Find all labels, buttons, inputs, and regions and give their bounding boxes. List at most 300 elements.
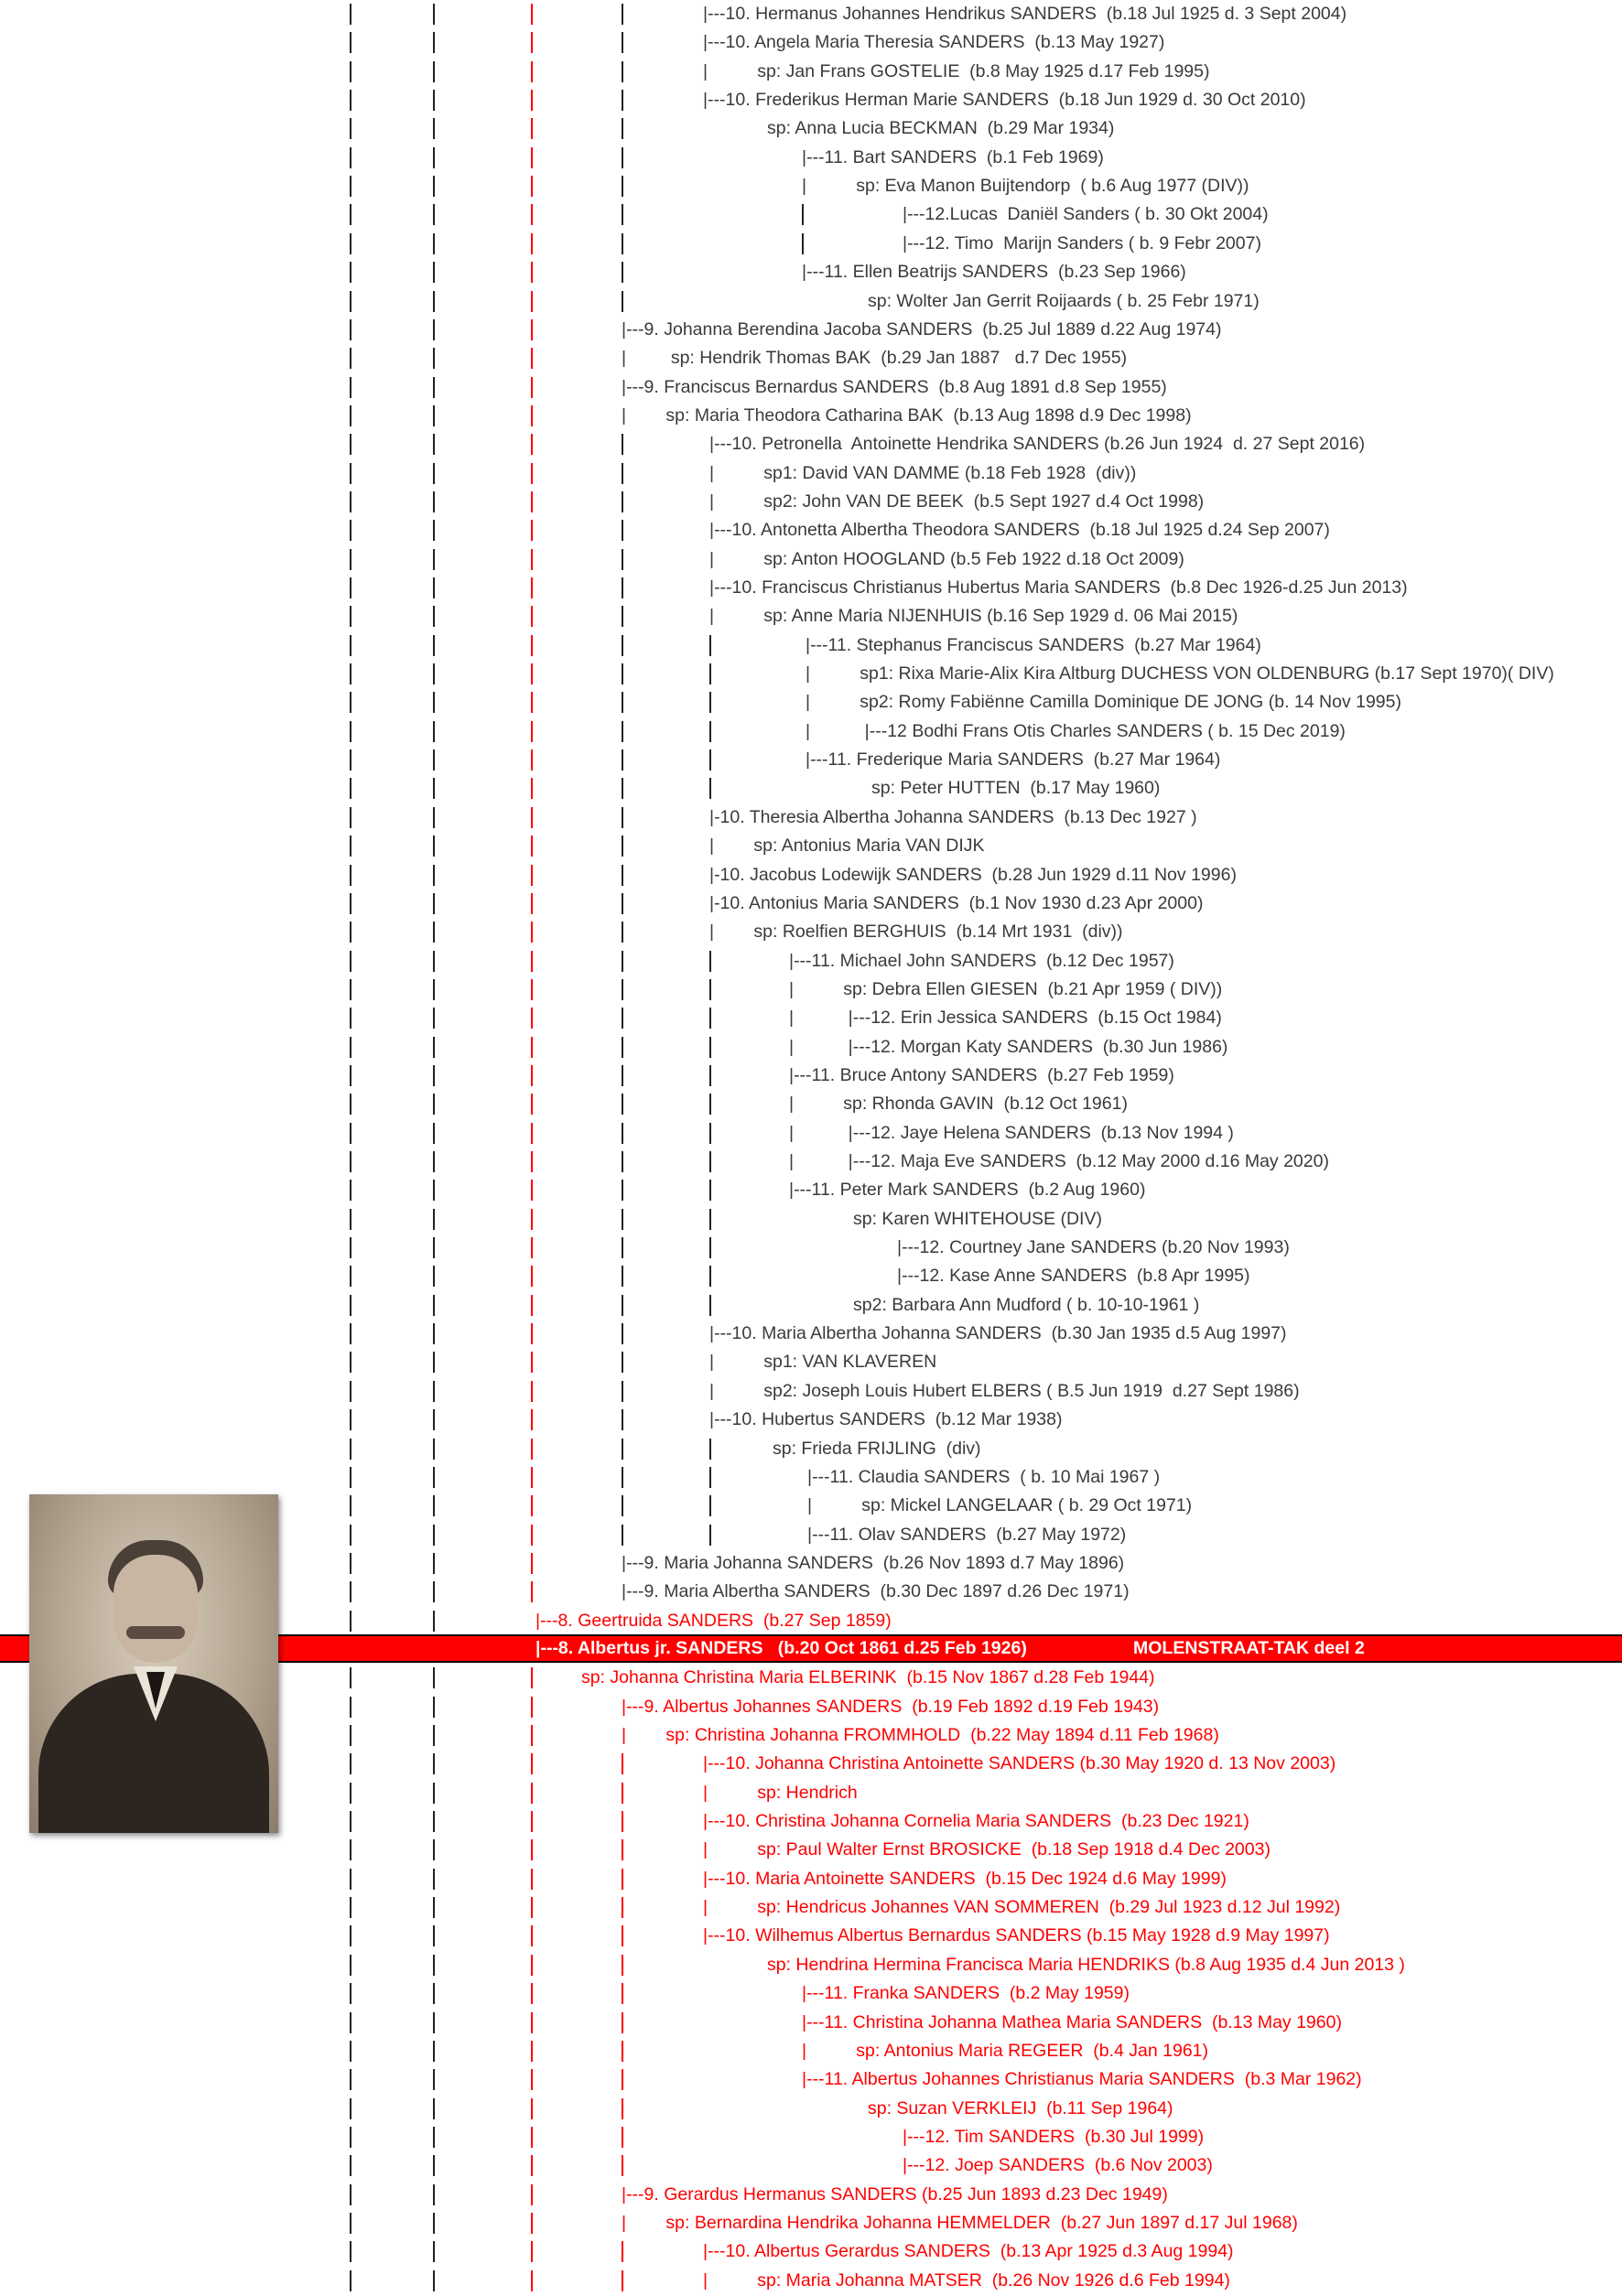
tree-connector-bar (433, 1553, 435, 1574)
tree-connector-bar (433, 1611, 435, 1632)
tree-connector-bar (531, 32, 533, 53)
tree-connector-bar (622, 2098, 623, 2119)
tree-connector-bar (350, 32, 351, 53)
tree-connector-bar (531, 1295, 533, 1316)
tree-connector-bar (622, 1352, 623, 1373)
tree-connector-bar (433, 979, 435, 1000)
tree-connector-bar (433, 1237, 435, 1258)
tree-connector-bar (350, 204, 351, 225)
tree-connector-bar (433, 4, 435, 25)
tree-connector-bar (350, 1467, 351, 1488)
tree-connector-bar (802, 233, 804, 254)
tree-entry: sp: Frieda FRIJLING (div) (773, 1438, 981, 1459)
tree-connector-bar (531, 1495, 533, 1516)
highlighted-person: |---8. Albertus jr. SANDERS (b.20 Oct 1861 d.25 Feb 1926) (535, 1638, 1027, 1658)
tree-connector-bar (531, 176, 533, 197)
tree-entry: | sp: Jan Frans GOSTELIE (b.8 May 1925 d.17 Feb 1995) (703, 60, 1210, 81)
tree-connector-bar (622, 1151, 623, 1172)
tree-connector-bar (350, 1811, 351, 1832)
tree-connector-bar (433, 491, 435, 512)
tree-entry: | sp: Maria Theodora Catharina BAK (b.13 Aug 1898 d.9 Dec 1998) (622, 404, 1192, 426)
tree-connector-bar (433, 2041, 435, 2062)
tree-connector-bar (350, 61, 351, 82)
tree-entry: |---9. Gerardus Hermanus SANDERS (b.25 Jun 1893 d.23 Dec 1949) (622, 2183, 1168, 2204)
tree-connector-bar (433, 1925, 435, 1946)
tree-connector-bar (531, 2098, 533, 2119)
tree-connector-bar (433, 319, 435, 340)
tree-connector-bar (531, 865, 533, 886)
tree-connector-bar (531, 1955, 533, 1976)
tree-connector-bar (531, 1925, 533, 1946)
branch-label: MOLENSTRAAT-TAK deel 2 (1133, 1638, 1365, 1658)
tree-entry: |---12. Tim SANDERS (b.30 Jul 1999) (903, 2126, 1205, 2147)
tree-connector-bar (709, 1151, 711, 1172)
tree-connector-bar (622, 1525, 623, 1546)
tree-connector-bar (433, 1151, 435, 1172)
tree-connector-bar (622, 2012, 623, 2033)
tree-connector-bar (531, 749, 533, 771)
tree-connector-bar (350, 1409, 351, 1430)
tree-connector-bar (622, 663, 623, 684)
tree-connector-bar (622, 434, 623, 455)
tree-connector-bar (433, 1811, 435, 1832)
tree-connector-bar (531, 1237, 533, 1258)
tree-connector-bar (531, 1409, 533, 1430)
tree-entry: |---12. Courtney Jane SANDERS (b.20 Nov 1993) (897, 1237, 1290, 1258)
tree-connector-bar (350, 2241, 351, 2262)
tree-connector-bar (433, 1955, 435, 1976)
tree-connector-bar (433, 1381, 435, 1402)
tree-connector-bar (350, 778, 351, 799)
tree-connector-bar (433, 1123, 435, 1144)
tree-connector-bar (622, 1295, 623, 1316)
tree-connector-bar (531, 1381, 533, 1402)
tree-connector-bar (350, 2127, 351, 2148)
tree-connector-bar (531, 1065, 533, 1086)
tree-connector-bar (350, 1869, 351, 1890)
tree-connector-bar (622, 147, 623, 168)
tree-entry: | sp: Bernardina Hendrika Johanna HEMMELDER (b.27 Jun 1897 d.17 Jul 1968) (622, 2212, 1298, 2233)
tree-entry: | sp: Hendricus Johannes VAN SOMMEREN (b.29 Jul 1923 d.12 Jul 1992) (703, 1897, 1341, 1918)
tree-connector-bar (531, 577, 533, 598)
tree-connector-bar (350, 606, 351, 627)
tree-connector-bar (622, 1008, 623, 1029)
tree-connector-bar (350, 1008, 351, 1029)
tree-connector-bar (433, 2012, 435, 2033)
tree-entry: | sp: Rhonda GAVIN (b.12 Oct 1961) (789, 1094, 1128, 1115)
tree-connector-bar (350, 865, 351, 886)
tree-connector-bar (350, 1439, 351, 1460)
photo-moustache (126, 1626, 185, 1639)
tree-connector-bar (433, 1667, 435, 1688)
tree-entry: |---9. Johanna Berendina Jacoba SANDERS (b.25 Jul 1889 d.22 Aug 1974) (622, 318, 1222, 340)
tree-connector-bar (709, 1237, 711, 1258)
tree-connector-bar (350, 1525, 351, 1546)
tree-connector-bar (622, 1180, 623, 1201)
tree-connector-bar (433, 1897, 435, 1918)
tree-connector-bar (622, 778, 623, 799)
tree-connector-bar (350, 262, 351, 283)
tree-connector-bar (622, 749, 623, 771)
tree-entry: |-10. Antonius Maria SANDERS (b.1 Nov 1930 d.23 Apr 2000) (709, 892, 1204, 913)
tree-connector-bar (433, 2270, 435, 2291)
tree-connector-bar (531, 2184, 533, 2205)
tree-connector-bar (622, 1065, 623, 1086)
tree-connector-bar (433, 2069, 435, 2090)
tree-entry: |---11. Ellen Beatrijs SANDERS (b.23 Sep 1966) (802, 262, 1186, 283)
tree-connector-bar (709, 1094, 711, 1115)
tree-connector-bar (433, 61, 435, 82)
tree-connector-bar (350, 1783, 351, 1804)
tree-connector-bar (531, 2213, 533, 2234)
tree-connector-bar (350, 2213, 351, 2234)
tree-connector-bar (709, 1209, 711, 1230)
tree-connector-bar (531, 1697, 533, 1718)
tree-connector-bar (350, 4, 351, 25)
tree-connector-bar (622, 520, 623, 541)
tree-connector-bar (350, 1065, 351, 1086)
tree-connector-bar (350, 1753, 351, 1774)
tree-connector-bar (350, 1667, 351, 1688)
tree-entry: | |---12. Erin Jessica SANDERS (b.15 Oct 1984) (789, 1008, 1222, 1029)
tree-connector-bar (622, 692, 623, 713)
tree-connector-bar (531, 951, 533, 972)
tree-connector-bar (433, 1753, 435, 1774)
tree-connector-bar (709, 979, 711, 1000)
tree-connector-bar (350, 1581, 351, 1602)
tree-connector-bar (350, 291, 351, 312)
tree-connector-bar (350, 835, 351, 857)
tree-connector-bar (350, 434, 351, 455)
tree-connector-bar (622, 291, 623, 312)
tree-connector-bar (709, 1439, 711, 1460)
tree-connector-bar (350, 1123, 351, 1144)
tree-entry: | sp: Debra Ellen GIESEN (b.21 Apr 1959 ( DIV)) (789, 978, 1223, 999)
tree-entry: |---12. Kase Anne SANDERS (b.8 Apr 1995) (897, 1266, 1250, 1287)
tree-connector-bar (622, 262, 623, 283)
tree-connector-bar (350, 1495, 351, 1516)
tree-entry: |---12. Timo Marijn Sanders ( b. 9 Febr 2007) (903, 232, 1261, 253)
tree-entry: | sp1: Rixa Marie-Alix Kira Altburg DUCHESS VON OLDENBURG (b.17 Sept 1970)( DIV) (806, 663, 1554, 684)
tree-connector-bar (622, 4, 623, 25)
tree-entry: |---10. Christina Johanna Cornelia Maria SANDERS (b.23 Dec 1921) (703, 1811, 1249, 1832)
tree-connector-bar (622, 1839, 623, 1860)
tree-entry: | |---12 Bodhi Frans Otis Charles SANDERS ( b. 15 Dec 2019) (806, 720, 1346, 741)
tree-connector-bar (350, 1983, 351, 2004)
tree-connector-bar (622, 721, 623, 742)
tree-connector-bar (433, 147, 435, 168)
tree-entry: | |---12. Jaye Helena SANDERS (b.13 Nov 1994 ) (789, 1122, 1234, 1143)
tree-connector-bar (531, 1897, 533, 1918)
tree-connector-bar (709, 1295, 711, 1316)
tree-connector-bar (622, 922, 623, 943)
tree-connector-bar (709, 1495, 711, 1516)
tree-entry: | sp2: Joseph Louis Hubert ELBERS ( B.5 Jun 1919 d.27 Sept 1986) (709, 1380, 1300, 1401)
tree-entry: |---10. Hubertus SANDERS (b.12 Mar 1938) (709, 1409, 1063, 1430)
tree-connector-bar (433, 1697, 435, 1718)
tree-connector-bar (531, 434, 533, 455)
tree-entry: |---10. Wilhemus Albertus Bernardus SANDERS (b.15 May 1928 d.9 May 1997) (703, 1925, 1330, 1946)
tree-connector-bar (531, 1266, 533, 1287)
tree-connector-bar (531, 1667, 533, 1688)
tree-connector-bar (531, 778, 533, 799)
tree-connector-bar (622, 1897, 623, 1918)
tree-connector-bar (531, 405, 533, 426)
tree-connector-bar (531, 1008, 533, 1029)
tree-entry: |---12. Joep SANDERS (b.6 Nov 2003) (903, 2155, 1213, 2176)
tree-entry: | sp: Antonius Maria REGEER (b.4 Jan 1961) (802, 2040, 1209, 2061)
tree-entry: | sp2: John VAN DE BEEK (b.5 Sept 1927 d.4 Oct 1998) (709, 490, 1205, 512)
tree-connector-bar (709, 1123, 711, 1144)
tree-connector-bar (350, 348, 351, 369)
tree-entry: |---10. Angela Maria Theresia SANDERS (b.13 May 1927) (703, 32, 1165, 53)
tree-connector-bar (350, 1839, 351, 1860)
tree-entry: |---8. Geertruida SANDERS (b.27 Sep 1859) (535, 1610, 892, 1631)
tree-entry: sp: Anna Lucia BECKMAN (b.29 Mar 1934) (767, 118, 1115, 139)
tree-connector-bar (622, 1209, 623, 1230)
tree-connector-bar (531, 2012, 533, 2033)
tree-connector-bar (433, 1352, 435, 1373)
tree-connector-bar (531, 549, 533, 570)
tree-connector-bar (622, 61, 623, 82)
tree-connector-bar (433, 1295, 435, 1316)
tree-connector-bar (433, 2213, 435, 2234)
tree-connector-bar (433, 893, 435, 914)
tree-connector-bar (622, 2155, 623, 2176)
tree-entry: |---10. Hermanus Johannes Hendrikus SANDERS (b.18 Jul 1925 d. 3 Sept 2004) (703, 4, 1347, 24)
tree-connector-bar (709, 663, 711, 684)
tree-entry: |---11. Bruce Antony SANDERS (b.27 Feb 1959) (789, 1064, 1174, 1085)
tree-connector-bar (350, 1697, 351, 1718)
tree-connector-bar (622, 1467, 623, 1488)
tree-connector-bar (350, 2041, 351, 2062)
tree-connector-bar (531, 807, 533, 828)
tree-connector-bar (433, 1008, 435, 1029)
tree-connector-bar (433, 1065, 435, 1086)
tree-entry: | |---12. Maja Eve SANDERS (b.12 May 2000 d.16 May 2020) (789, 1151, 1329, 1171)
tree-entry: sp2: Barbara Ann Mudford ( b. 10-10-1961 ) (853, 1294, 1200, 1315)
tree-connector-bar (433, 2184, 435, 2205)
tree-entry: |---9. Albertus Johannes SANDERS (b.19 Feb 1892 d.19 Feb 1943) (622, 1696, 1160, 1717)
tree-connector-bar (350, 1897, 351, 1918)
tree-entry: | sp: Christina Johanna FROMMHOLD (b.22 May 1894 d.11 Feb 1968) (622, 1725, 1219, 1745)
tree-connector-bar (350, 1209, 351, 1230)
tree-connector-bar (709, 721, 711, 742)
tree-connector-bar (433, 2155, 435, 2176)
tree-connector-bar (350, 118, 351, 139)
tree-connector-bar (531, 1209, 533, 1230)
tree-connector-bar (433, 118, 435, 139)
tree-connector-bar (433, 348, 435, 369)
tree-connector-bar (350, 1352, 351, 1373)
tree-entry: | sp: Antonius Maria VAN DIJK (709, 835, 985, 857)
tree-connector-bar (531, 893, 533, 914)
tree-entry: |---11. Michael John SANDERS (b.12 Dec 1957) (789, 950, 1174, 971)
tree-connector-bar (622, 1869, 623, 1890)
tree-connector-bar (433, 835, 435, 857)
tree-connector-bar (433, 233, 435, 254)
tree-entry: |---12.Lucas Daniël Sanders ( b. 30 Okt 2004) (903, 204, 1269, 225)
tree-entry: |---11. Peter Mark SANDERS (b.2 Aug 1960) (789, 1180, 1146, 1201)
tree-connector-bar (531, 606, 533, 627)
tree-connector-bar (350, 2184, 351, 2205)
tree-connector-bar (350, 635, 351, 656)
tree-entry: | sp: Paul Walter Ernst BROSICKE (b.18 Sep 1918 d.4 Dec 2003) (703, 1839, 1271, 1860)
tree-connector-bar (531, 319, 533, 340)
tree-entry: | sp1: VAN KLAVEREN (709, 1352, 937, 1373)
tree-connector-bar (350, 692, 351, 713)
tree-connector-bar (531, 204, 533, 225)
tree-connector-bar (531, 233, 533, 254)
tree-connector-bar (622, 1237, 623, 1258)
tree-connector-bar (350, 749, 351, 771)
tree-connector-bar (350, 405, 351, 426)
tree-connector-bar (350, 951, 351, 972)
tree-connector-bar (433, 2127, 435, 2148)
tree-connector-bar (433, 922, 435, 943)
tree-connector-bar (531, 1323, 533, 1344)
tree-connector-bar (350, 577, 351, 598)
tree-connector-bar (350, 1323, 351, 1344)
tree-entry: | sp: Eva Manon Buijtendorp ( b.6 Aug 1977 (DIV)) (802, 176, 1249, 197)
tree-connector-bar (433, 692, 435, 713)
tree-connector-bar (531, 147, 533, 168)
tree-entry: | sp: Anne Maria NIJENHUIS (b.16 Sep 1929 d. 06 Mai 2015) (709, 606, 1238, 627)
tree-entry: |---11. Franka SANDERS (b.2 May 1959) (802, 1983, 1130, 2004)
tree-connector-bar (531, 2069, 533, 2090)
tree-connector-bar (622, 118, 623, 139)
tree-connector-bar (709, 1065, 711, 1086)
tree-entry: |---10. Maria Albertha Johanna SANDERS (b.30 Jan 1935 d.5 Aug 1997) (709, 1323, 1287, 1344)
tree-entry: | sp2: Romy Fabiënne Camilla Dominique DE JONG (b. 14 Nov 1995) (806, 692, 1401, 713)
tree-entry: sp: Suzan VERKLEIJ (b.11 Sep 1964) (868, 2097, 1173, 2118)
tree-connector-bar (350, 979, 351, 1000)
tree-connector-bar (531, 520, 533, 541)
tree-connector-bar (531, 1352, 533, 1373)
tree-connector-bar (433, 1094, 435, 1115)
tree-connector-bar (350, 922, 351, 943)
tree-entry: |---11. Bart SANDERS (b.1 Feb 1969) (802, 146, 1104, 167)
tree-connector-bar (433, 377, 435, 398)
tree-connector-bar (622, 807, 623, 828)
tree-connector-bar (531, 1525, 533, 1546)
tree-connector-bar (350, 2270, 351, 2291)
tree-entry: |---11. Olav SANDERS (b.27 May 1972) (807, 1524, 1127, 1545)
tree-connector-bar (531, 1123, 533, 1144)
tree-connector-bar (350, 1180, 351, 1201)
tree-connector-bar (350, 377, 351, 398)
tree-connector-bar (622, 1409, 623, 1430)
tree-entry: |---9. Maria Johanna SANDERS (b.26 Nov 1893 d.7 May 1896) (622, 1552, 1125, 1573)
tree-connector-bar (433, 865, 435, 886)
tree-entry: |---10. Franciscus Christianus Hubertus Maria SANDERS (b.8 Dec 1926-d.25 Jun 2013) (709, 577, 1408, 598)
tree-connector-bar (350, 1094, 351, 1115)
tree-connector-bar (433, 90, 435, 111)
tree-connector-bar (622, 1123, 623, 1144)
tree-connector-bar (350, 1295, 351, 1316)
tree-connector-bar (350, 147, 351, 168)
tree-connector-bar (433, 262, 435, 283)
tree-entry: | sp: Anton HOOGLAND (b.5 Feb 1922 d.18 Oct 2009) (709, 548, 1184, 569)
tree-connector-bar (350, 1925, 351, 1946)
tree-connector-bar (531, 2270, 533, 2291)
tree-connector-bar (350, 1151, 351, 1172)
tree-connector-bar (433, 807, 435, 828)
tree-connector-bar (622, 233, 623, 254)
tree-connector-bar (531, 90, 533, 111)
tree-entry: | sp: Mickel LANGELAAR ( b. 29 Oct 1971) (807, 1495, 1193, 1516)
tree-connector-bar (622, 1983, 623, 2004)
tree-entry: sp: Hendrina Hermina Francisca Maria HENDRIKS (b.8 Aug 1935 d.4 Jun 2013 ) (767, 1954, 1405, 1975)
tree-connector-bar (709, 635, 711, 656)
tree-connector-bar (350, 491, 351, 512)
tree-connector-bar (350, 1266, 351, 1287)
tree-connector-bar (622, 1811, 623, 1832)
tree-connector-bar (622, 1323, 623, 1344)
tree-connector-bar (433, 2098, 435, 2119)
tree-connector-bar (531, 463, 533, 484)
tree-entry: | sp: Maria Johanna MATSER (b.26 Nov 1926 d.6 Feb 1994) (703, 2269, 1230, 2291)
tree-connector-bar (433, 1439, 435, 1460)
tree-connector-bar (622, 491, 623, 512)
tree-connector-bar (433, 463, 435, 484)
tree-connector-bar (622, 1381, 623, 1402)
tree-connector-bar (433, 1467, 435, 1488)
tree-connector-bar (622, 1955, 623, 1976)
tree-connector-bar (531, 1725, 533, 1746)
tree-connector-bar (531, 1037, 533, 1058)
tree-connector-bar (531, 2127, 533, 2148)
tree-connector-bar (433, 204, 435, 225)
tree-entry: sp: Johanna Christina Maria ELBERINK (b.15 Nov 1867 d.28 Feb 1944) (581, 1667, 1155, 1688)
tree-entry: sp: Karen WHITEHOUSE (DIV) (853, 1208, 1102, 1229)
tree-connector-bar (531, 663, 533, 684)
tree-connector-bar (709, 778, 711, 799)
tree-entry: sp: Peter HUTTEN (b.17 May 1960) (871, 778, 1161, 799)
portrait-photo (29, 1494, 278, 1833)
tree-connector-bar (709, 1525, 711, 1546)
tree-connector-bar (622, 1925, 623, 1946)
tree-connector-bar (531, 1753, 533, 1774)
tree-connector-bar (622, 2270, 623, 2291)
tree-connector-bar (531, 979, 533, 1000)
tree-connector-bar (350, 549, 351, 570)
tree-connector-bar (433, 405, 435, 426)
tree-connector-bar (531, 1180, 533, 1201)
tree-connector-bar (622, 1266, 623, 1287)
tree-connector-bar (433, 434, 435, 455)
tree-connector-bar (350, 1553, 351, 1574)
tree-connector-bar (531, 1983, 533, 2004)
tree-connector-bar (350, 663, 351, 684)
tree-entry: |---11. Albertus Johannes Christianus Maria SANDERS (b.3 Mar 1962) (802, 2069, 1362, 2090)
tree-connector-bar (433, 721, 435, 742)
tree-connector-bar (350, 2069, 351, 2090)
tree-connector-bar (531, 118, 533, 139)
tree-connector-bar (433, 549, 435, 570)
tree-connector-bar (709, 1266, 711, 1287)
tree-connector-bar (531, 4, 533, 25)
tree-connector-bar (433, 951, 435, 972)
tree-connector-bar (622, 549, 623, 570)
tree-connector-bar (709, 951, 711, 972)
tree-connector-bar (709, 1180, 711, 1201)
tree-connector-bar (433, 1983, 435, 2004)
tree-connector-bar (531, 2041, 533, 2062)
tree-entry: | sp: Hendrich (703, 1782, 858, 1803)
tree-connector-bar (433, 663, 435, 684)
tree-connector-bar (622, 893, 623, 914)
